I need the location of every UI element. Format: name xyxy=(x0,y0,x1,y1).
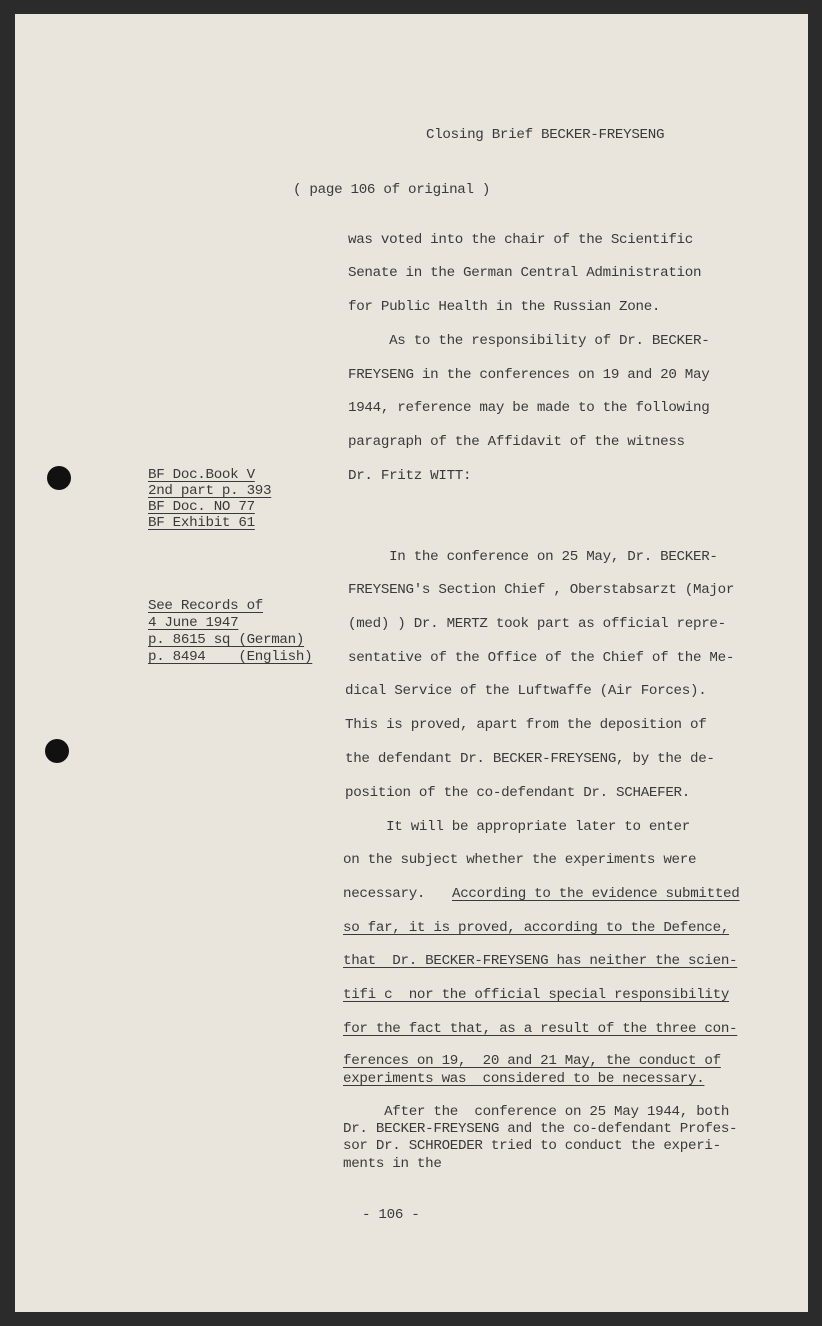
body-line: Dr. Fritz WITT: xyxy=(348,468,472,484)
body-line: was voted into the chair of the Scientific xyxy=(348,232,693,248)
body-line: sentative of the Office of the Chief of the Me- xyxy=(348,650,735,666)
body-line: After the conference on 25 May 1944, both xyxy=(343,1104,730,1120)
body-line: FREYSENG's Section Chief , Oberstabsarzt (Major xyxy=(348,582,735,598)
underlined-line: According to the evidence submitted xyxy=(452,886,740,902)
body-line: (med) ) Dr. MERTZ took part as official repre- xyxy=(348,616,726,632)
body-line: FREYSENG in the conferences on 19 and 20 May xyxy=(348,367,710,383)
margin-note: BF Doc.Book V xyxy=(148,467,255,483)
underlined-line: ferences on 19, 20 and 21 May, the conduct of xyxy=(343,1053,721,1069)
underlined-line: tifi c nor the official special responsibility xyxy=(343,987,730,1003)
page-reference: ( page 106 of original ) xyxy=(293,182,491,198)
punch-hole xyxy=(47,466,71,490)
margin-note: p. 8494 (English) xyxy=(148,649,313,665)
body-line: on the subject whether the experiments were xyxy=(343,852,697,868)
underlined-line: for the fact that, as a result of the three con- xyxy=(343,1021,738,1037)
body-line: In the conference on 25 May, Dr. BECKER- xyxy=(348,549,718,565)
body-line: As to the responsibility of Dr. BECKER- xyxy=(348,333,710,349)
underlined-line: so far, it is proved, according to the Defence, xyxy=(343,920,730,936)
body-line: paragraph of the Affidavit of the witness xyxy=(348,434,685,450)
margin-note: p. 8615 sq (German) xyxy=(148,632,305,648)
page-number: - 106 - xyxy=(362,1207,420,1223)
body-line: This is proved, apart from the deposition of xyxy=(345,717,707,733)
margin-note: 2nd part p. 393 xyxy=(148,483,272,499)
body-line: position of the co-defendant Dr. SCHAEFER. xyxy=(345,785,690,801)
body-line: ments in the xyxy=(343,1156,442,1172)
document-header: Closing Brief BECKER-FREYSENG xyxy=(426,127,665,143)
body-line: necessary. xyxy=(343,886,426,902)
body-line: It will be appropriate later to enter xyxy=(345,819,690,835)
body-line: dical Service of the Luftwaffe (Air Forces). xyxy=(345,683,707,699)
margin-note: 4 June 1947 xyxy=(148,615,239,631)
punch-hole xyxy=(45,739,69,763)
body-line: the defendant Dr. BECKER-FREYSENG, by the de- xyxy=(345,751,715,767)
margin-note: See Records of xyxy=(148,598,263,614)
underlined-line: that Dr. BECKER-FREYSENG has neither the scien- xyxy=(343,953,738,969)
underlined-line: experiments was considered to be necessary. xyxy=(343,1071,705,1087)
margin-note: BF Exhibit 61 xyxy=(148,515,255,531)
margin-note: BF Doc. NO 77 xyxy=(148,499,255,515)
body-line: sor Dr. SCHROEDER tried to conduct the experi- xyxy=(343,1138,721,1154)
body-line: for Public Health in the Russian Zone. xyxy=(348,299,661,315)
body-line: 1944, reference may be made to the following xyxy=(348,400,710,416)
body-line: Dr. BECKER-FREYSENG and the co-defendant Profes- xyxy=(343,1121,738,1137)
body-line: Senate in the German Central Administration xyxy=(348,265,702,281)
